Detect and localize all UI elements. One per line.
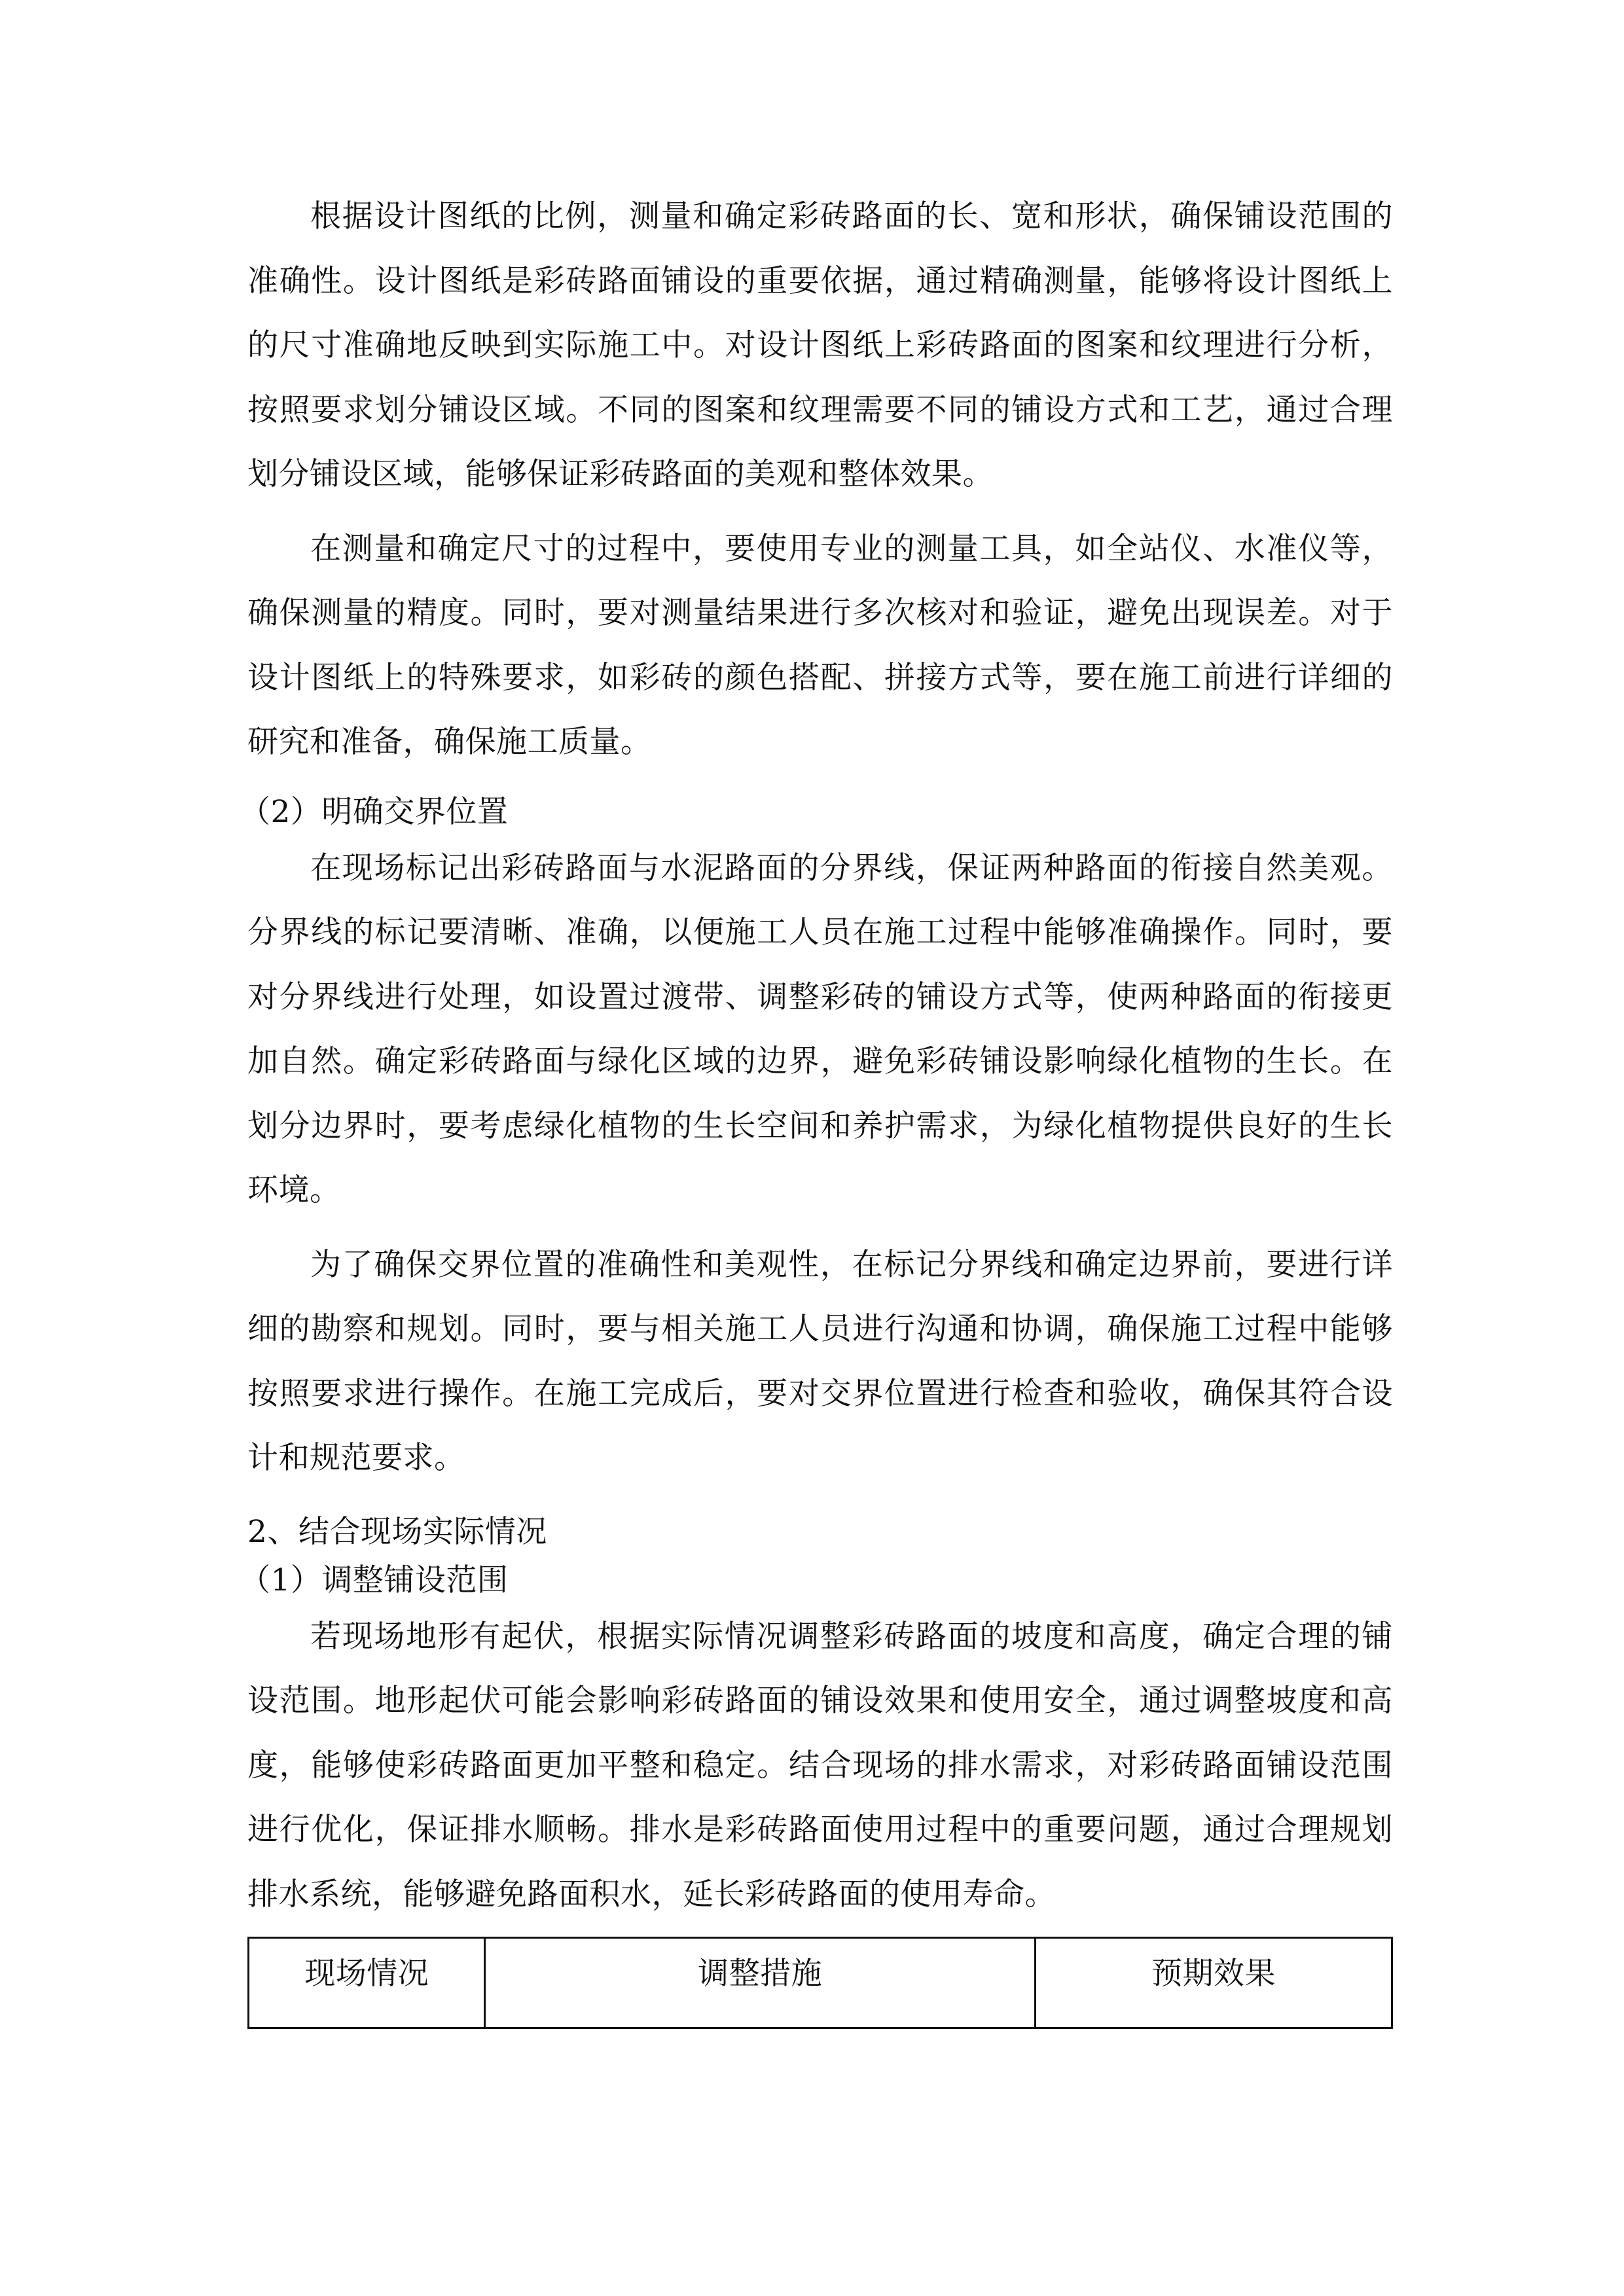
document-body [240,185,1393,2029]
paragraph-boundary-marking: 在现场标记出彩砖路面与水泥路面的分界线，保证两种路面的衔接自然美观。分界线的标记要清晰、准确，以便施工人员在施工过程中能够准确操作。同时，要对分界线进行处理，如设置过渡带、调整彩砖的铺设方式等，使两种路面的衔接更加自然。确定彩砖路面与绿化区域的边界，避免彩砖铺设影响绿化植物的生长。在划分边界时，要考虑绿化植物的生长空间和养护需求，为绿化植物提供良好的生长环境。 [247,850,1393,1208]
table-header-site-condition: 现场情况 [249,1938,485,2028]
paragraph-terrain-adjustment: 若现场地形有起伏，根据实际情况调整彩砖路面的坡度和高度，确定合理的铺设范围。地形起伏可能会影响彩砖路面的铺设效果和使用安全，通过调整坡度和高度，能够使彩砖路面更加平整和稳定。结合现场的排水需求，对彩砖路面铺设范围进行优化，保证排水顺畅。排水是彩砖路面使用过程中的重要问题，通过合理规划排水系统，能够避免路面积水，延长彩砖路面的使用寿命。 [247,1618,1393,1912]
paragraph-design-drawing: 根据设计图纸的比例，测量和确定彩砖路面的长、宽和形状，确保铺设范围的准确性。设计图纸是彩砖路面铺设的重要依据，通过精确测量，能够将设计图纸上的尺寸准确地反映到实际施工中。对设计图纸上彩砖路面的图案和纹理进行分析，按照要求划分铺设区域。不同的图案和纹理需要不同的铺设方式和工艺，通过合理划分铺设区域，能够保证彩砖路面的美观和整体效果。 [247,198,1393,492]
heading-boundary-position: （2）明确交界位置 [240,793,509,830]
subsection-heading-adjust-range: （1）调整铺设范围 [240,1562,509,1598]
paragraph-measurement-tools: 在测量和确定尺寸的过程中，要使用专业的测量工具，如全站仪、水准仪等，确保测量的精度。同时，要对测量结果进行多次核对和验证，避免出现误差。对于设计图纸上的特殊要求，如彩砖的颜色搭配、拼接方式等，要在施工前进行详细的研究和准备，确保施工质量。 [247,530,1393,760]
adjustment-table [247,1937,1393,2029]
section-heading-site-conditions: 2、结合现场实际情况 [247,1513,547,1550]
table-header-expected-effect: 预期效果 [1035,1938,1392,2028]
table-header-adjustment-measure: 调整措施 [485,1938,1036,2028]
paragraph-boundary-accuracy: 为了确保交界位置的准确性和美观性，在标记分界线和确定边界前，要进行详细的勘察和规划。同时，要与相关施工人员进行沟通和协调，确保施工过程中能够按照要求进行操作。在施工完成后，要对交界位置进行检查和验收，确保其符合设计和规范要求。 [247,1246,1393,1476]
table-header-row [249,1938,1392,2028]
